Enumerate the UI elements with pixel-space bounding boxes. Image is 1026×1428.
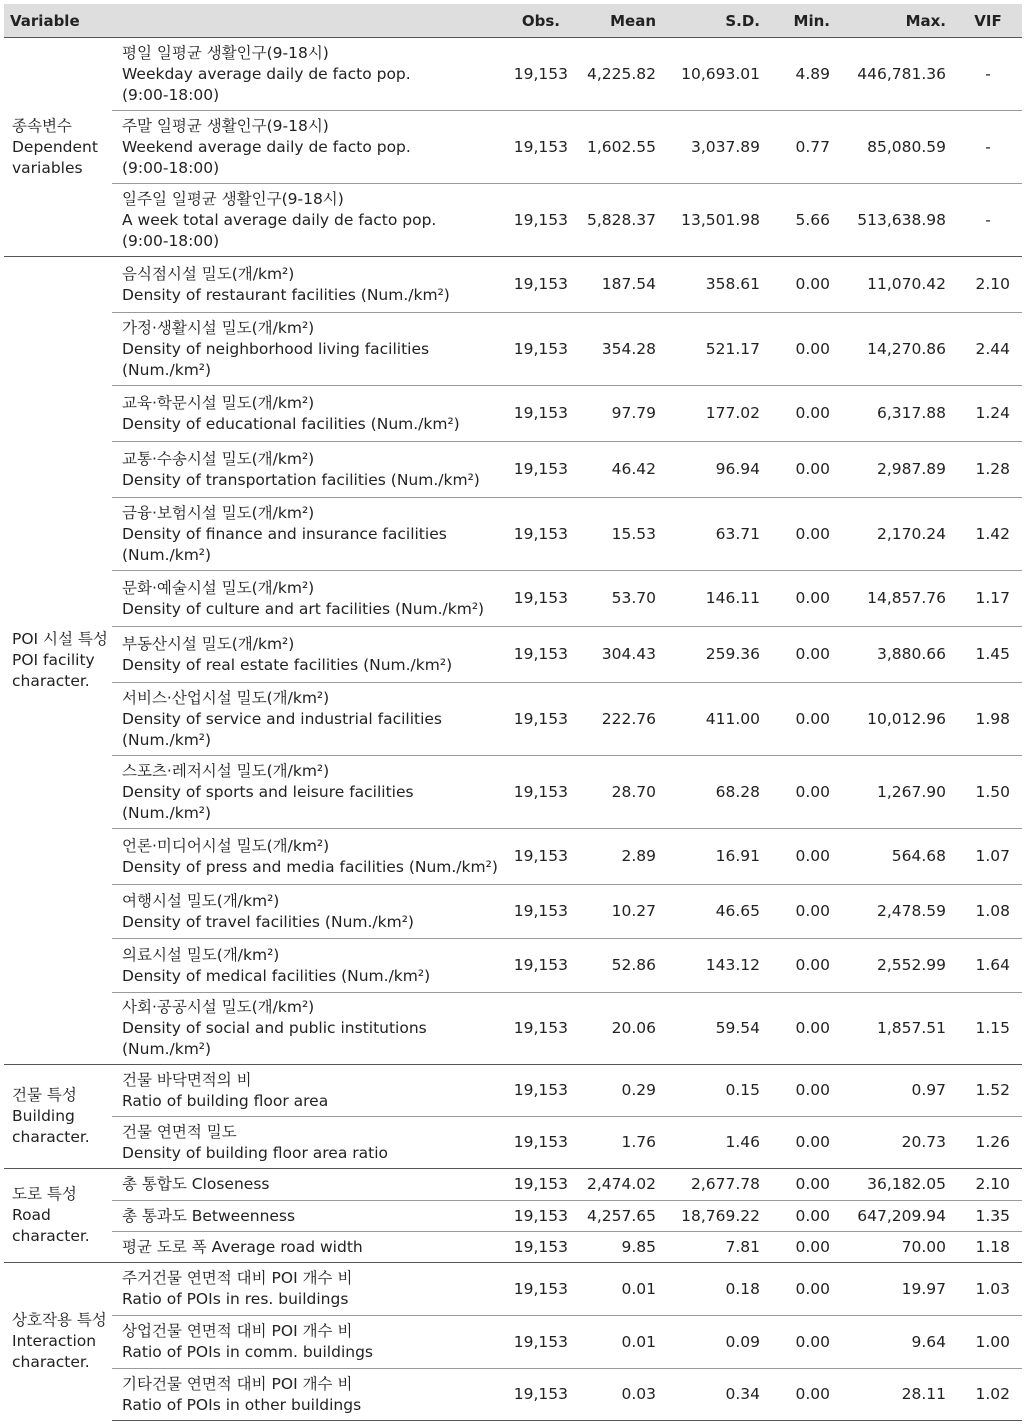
group-label-line: POI 시설 특성 bbox=[12, 630, 108, 648]
variable-name-line: Density of sports and leisure facilities bbox=[122, 782, 414, 801]
table-row bbox=[4, 111, 1022, 184]
mean-cell: 52.86 bbox=[572, 939, 664, 993]
vif-cell: - bbox=[954, 38, 1022, 111]
table-row bbox=[4, 829, 1022, 885]
mean-cell: 28.70 bbox=[572, 756, 664, 829]
table-row bbox=[4, 1117, 1022, 1169]
table-body bbox=[4, 38, 1022, 1421]
obs-cell: 19,153 bbox=[504, 627, 572, 683]
vif-cell: - bbox=[954, 184, 1022, 257]
variable-name-line: 평일 일평균 생활인구(9-18시) bbox=[122, 43, 329, 62]
vif-cell: 1.24 bbox=[954, 386, 1022, 442]
sd-cell: 10,693.01 bbox=[664, 38, 768, 111]
max-cell: 2,552.99 bbox=[838, 939, 954, 993]
mean-cell: 5,828.37 bbox=[572, 184, 664, 257]
min-cell: 0.00 bbox=[768, 993, 838, 1065]
variable-name bbox=[112, 993, 504, 1065]
max-cell: 513,638.98 bbox=[838, 184, 954, 257]
table-row bbox=[4, 498, 1022, 571]
group-label-line: 종속변수 bbox=[12, 116, 72, 135]
min-cell: 0.00 bbox=[768, 498, 838, 571]
vif-cell: 1.15 bbox=[954, 993, 1022, 1065]
group-label-line: Road bbox=[12, 1206, 51, 1224]
variable-name-line: Ratio of POIs in comm. buildings bbox=[122, 1343, 373, 1361]
vif-cell: 1.00 bbox=[954, 1316, 1022, 1369]
sd-cell: 16.91 bbox=[664, 829, 768, 885]
vif-cell: 1.42 bbox=[954, 498, 1022, 571]
obs-cell: 19,153 bbox=[504, 829, 572, 885]
max-cell: 1,267.90 bbox=[838, 756, 954, 829]
variable-name bbox=[112, 756, 504, 829]
mean-cell: 222.76 bbox=[572, 683, 664, 756]
obs-cell: 19,153 bbox=[504, 885, 572, 939]
variable-name-line: (9:00-18:00) bbox=[122, 85, 220, 104]
mean-cell: 1.76 bbox=[572, 1117, 664, 1169]
header-sd: S.D. bbox=[664, 4, 768, 38]
variable-name-line: (Num./km²) bbox=[122, 730, 212, 749]
mean-cell: 97.79 bbox=[572, 386, 664, 442]
table-row bbox=[4, 683, 1022, 756]
obs-cell: 19,153 bbox=[504, 313, 572, 386]
obs-cell: 19,153 bbox=[504, 1117, 572, 1169]
group-label-line: 도로 특성 bbox=[12, 1185, 77, 1203]
variable-name bbox=[112, 627, 504, 683]
variable-name bbox=[112, 442, 504, 498]
max-cell: 36,182.05 bbox=[838, 1169, 954, 1201]
variable-name-line: 주거건물 연면적 대비 POI 개수 비 bbox=[122, 1269, 353, 1287]
obs-cell: 19,153 bbox=[504, 683, 572, 756]
sd-cell: 63.71 bbox=[664, 498, 768, 571]
variable-name bbox=[112, 386, 504, 442]
max-cell: 9.64 bbox=[838, 1316, 954, 1369]
variable-name-line: Weekday average daily de facto pop. bbox=[122, 64, 411, 83]
sd-cell: 0.18 bbox=[664, 1263, 768, 1316]
mean-cell: 187.54 bbox=[572, 257, 664, 313]
variable-name-line: Weekend average daily de facto pop. bbox=[122, 137, 411, 156]
variable-name-line: 문화·예술시설 밀도(개/km²) bbox=[122, 578, 315, 597]
vif-cell: 1.02 bbox=[954, 1369, 1022, 1421]
table-row bbox=[4, 1201, 1022, 1232]
min-cell: 0.00 bbox=[768, 756, 838, 829]
mean-cell: 0.01 bbox=[572, 1263, 664, 1316]
variable-name-line: 총 통과도 Betweenness bbox=[122, 1206, 296, 1225]
max-cell: 14,270.86 bbox=[838, 313, 954, 386]
variable-name-line: A week total average daily de facto pop. bbox=[122, 210, 437, 229]
table-row bbox=[4, 939, 1022, 993]
variable-name-line: (9:00-18:00) bbox=[122, 158, 220, 177]
group-label-line: 상호작용 특성 bbox=[12, 1311, 107, 1330]
table-row bbox=[4, 1263, 1022, 1316]
header-min: Min. bbox=[768, 4, 838, 38]
variable-name bbox=[112, 683, 504, 756]
variable-name-line: Ratio of POIs in other buildings bbox=[122, 1395, 362, 1414]
group-label bbox=[4, 38, 112, 257]
max-cell: 2,987.89 bbox=[838, 442, 954, 498]
group-label-line: POI facility bbox=[12, 651, 95, 669]
variable-name bbox=[112, 829, 504, 885]
max-cell: 2,478.59 bbox=[838, 885, 954, 939]
mean-cell: 4,257.65 bbox=[572, 1201, 664, 1232]
vif-cell: 2.10 bbox=[954, 257, 1022, 313]
vif-cell: 1.52 bbox=[954, 1065, 1022, 1117]
variable-name-line: 서비스·산업시설 밀도(개/km²) bbox=[122, 688, 330, 707]
variable-name-line: Density of neighborhood living facilities bbox=[122, 339, 430, 358]
min-cell: 0.00 bbox=[768, 1065, 838, 1117]
vif-cell: 1.18 bbox=[954, 1232, 1022, 1263]
min-cell: 0.77 bbox=[768, 111, 838, 184]
variable-name-line: Density of real estate facilities (Num./km²) bbox=[122, 655, 453, 674]
max-cell: 14,857.76 bbox=[838, 571, 954, 627]
variable-name-line: 여행시설 밀도(개/km²) bbox=[122, 891, 280, 910]
sd-cell: 7.81 bbox=[664, 1232, 768, 1263]
mean-cell: 2.89 bbox=[572, 829, 664, 885]
vif-cell: 2.44 bbox=[954, 313, 1022, 386]
sd-cell: 411.00 bbox=[664, 683, 768, 756]
table-row bbox=[4, 627, 1022, 683]
min-cell: 4.89 bbox=[768, 38, 838, 111]
header-vif: VIF bbox=[954, 4, 1022, 38]
obs-cell: 19,153 bbox=[504, 1201, 572, 1232]
mean-cell: 304.43 bbox=[572, 627, 664, 683]
sd-cell: 259.36 bbox=[664, 627, 768, 683]
vif-cell: 1.17 bbox=[954, 571, 1022, 627]
sd-cell: 68.28 bbox=[664, 756, 768, 829]
variable-name-line: 사회·공공시설 밀도(개/km²) bbox=[122, 998, 315, 1016]
sd-cell: 2,677.78 bbox=[664, 1169, 768, 1201]
vif-cell: - bbox=[954, 111, 1022, 184]
max-cell: 11,070.42 bbox=[838, 257, 954, 313]
variable-name bbox=[112, 184, 504, 257]
table-row bbox=[4, 1065, 1022, 1117]
mean-cell: 15.53 bbox=[572, 498, 664, 571]
variable-name-line: Density of educational facilities (Num./km²) bbox=[122, 414, 460, 433]
obs-cell: 19,153 bbox=[504, 571, 572, 627]
obs-cell: 19,153 bbox=[504, 1169, 572, 1201]
mean-cell: 46.42 bbox=[572, 442, 664, 498]
table-row bbox=[4, 1316, 1022, 1369]
sd-cell: 0.15 bbox=[664, 1065, 768, 1117]
max-cell: 446,781.36 bbox=[838, 38, 954, 111]
vif-cell: 1.98 bbox=[954, 683, 1022, 756]
table-row bbox=[4, 1169, 1022, 1201]
sd-cell: 143.12 bbox=[664, 939, 768, 993]
table-row bbox=[4, 386, 1022, 442]
table-row bbox=[4, 885, 1022, 939]
max-cell: 28.11 bbox=[838, 1369, 954, 1421]
group-label bbox=[4, 1169, 112, 1263]
sd-cell: 96.94 bbox=[664, 442, 768, 498]
group-label-line: Dependent bbox=[12, 137, 98, 156]
variable-name bbox=[112, 939, 504, 993]
variable-name-line: Density of building floor area ratio bbox=[122, 1143, 388, 1162]
mean-cell: 10.27 bbox=[572, 885, 664, 939]
variable-name bbox=[112, 571, 504, 627]
mean-cell: 2,474.02 bbox=[572, 1169, 664, 1201]
min-cell: 0.00 bbox=[768, 829, 838, 885]
variable-name bbox=[112, 257, 504, 313]
sd-cell: 18,769.22 bbox=[664, 1201, 768, 1232]
obs-cell: 19,153 bbox=[504, 442, 572, 498]
descriptive-statistics-table bbox=[4, 4, 1022, 1421]
variable-name-line: Density of transportation facilities (Num./km²) bbox=[122, 470, 480, 489]
vif-cell: 1.26 bbox=[954, 1117, 1022, 1169]
min-cell: 0.00 bbox=[768, 571, 838, 627]
group-label-line: character. bbox=[12, 1353, 90, 1372]
group-label-line: Interaction bbox=[12, 1332, 97, 1351]
sd-cell: 46.65 bbox=[664, 885, 768, 939]
max-cell: 0.97 bbox=[838, 1065, 954, 1117]
variable-name-line: 언론·미디어시설 밀도(개/km²) bbox=[122, 836, 330, 855]
header-variable: Variable bbox=[4, 4, 504, 38]
mean-cell: 0.29 bbox=[572, 1065, 664, 1117]
obs-cell: 19,153 bbox=[504, 111, 572, 184]
table-row bbox=[4, 1232, 1022, 1263]
obs-cell: 19,153 bbox=[504, 1369, 572, 1421]
variable-name bbox=[112, 38, 504, 111]
obs-cell: 19,153 bbox=[504, 38, 572, 111]
min-cell: 0.00 bbox=[768, 442, 838, 498]
sd-cell: 358.61 bbox=[664, 257, 768, 313]
mean-cell: 9.85 bbox=[572, 1232, 664, 1263]
header-row bbox=[4, 4, 1022, 38]
variable-name bbox=[112, 1065, 504, 1117]
vif-cell: 1.45 bbox=[954, 627, 1022, 683]
variable-name-line: 가정·생활시설 밀도(개/km²) bbox=[122, 318, 315, 337]
table-row bbox=[4, 313, 1022, 386]
variable-name-line: Ratio of building floor area bbox=[122, 1091, 329, 1110]
group-label-line: character. bbox=[12, 672, 90, 690]
sd-cell: 3,037.89 bbox=[664, 111, 768, 184]
group-label-line: 건물 특성 bbox=[12, 1086, 77, 1104]
variable-name-line: 음식점시설 밀도(개/km²) bbox=[122, 264, 295, 283]
vif-cell: 1.07 bbox=[954, 829, 1022, 885]
sd-cell: 1.46 bbox=[664, 1117, 768, 1169]
variable-name-line: 총 통합도 Closeness bbox=[122, 1175, 270, 1193]
sd-cell: 177.02 bbox=[664, 386, 768, 442]
variable-name-line: 의료시설 밀도(개/km²) bbox=[122, 945, 280, 964]
group-label-line: character. bbox=[12, 1227, 90, 1245]
mean-cell: 0.03 bbox=[572, 1369, 664, 1421]
group-label-line: character. bbox=[12, 1128, 90, 1146]
vif-cell: 1.08 bbox=[954, 885, 1022, 939]
sd-cell: 0.09 bbox=[664, 1316, 768, 1369]
min-cell: 0.00 bbox=[768, 1316, 838, 1369]
table-row bbox=[4, 442, 1022, 498]
group-label bbox=[4, 1263, 112, 1421]
mean-cell: 4,225.82 bbox=[572, 38, 664, 111]
min-cell: 0.00 bbox=[768, 386, 838, 442]
obs-cell: 19,153 bbox=[504, 756, 572, 829]
table-row bbox=[4, 257, 1022, 313]
group-label bbox=[4, 1065, 112, 1169]
variable-name-line: 교육·학문시설 밀도(개/km²) bbox=[122, 393, 315, 412]
max-cell: 20.73 bbox=[838, 1117, 954, 1169]
variable-name-line: Density of culture and art facilities (Num./km²) bbox=[122, 599, 485, 618]
variable-name bbox=[112, 1369, 504, 1421]
variable-name-line: (Num./km²) bbox=[122, 545, 212, 564]
vif-cell: 1.03 bbox=[954, 1263, 1022, 1316]
variable-name-line: (Num./km²) bbox=[122, 1040, 212, 1058]
table-row bbox=[4, 756, 1022, 829]
variable-name-line: 부동산시설 밀도(개/km²) bbox=[122, 634, 295, 653]
variable-name bbox=[112, 1316, 504, 1369]
obs-cell: 19,153 bbox=[504, 1316, 572, 1369]
sd-cell: 0.34 bbox=[664, 1369, 768, 1421]
variable-name bbox=[112, 885, 504, 939]
min-cell: 0.00 bbox=[768, 257, 838, 313]
table-header bbox=[4, 4, 1022, 38]
max-cell: 1,857.51 bbox=[838, 993, 954, 1065]
variable-name-line: (Num./km²) bbox=[122, 803, 212, 822]
table-row bbox=[4, 993, 1022, 1065]
sd-cell: 59.54 bbox=[664, 993, 768, 1065]
max-cell: 564.68 bbox=[838, 829, 954, 885]
max-cell: 10,012.96 bbox=[838, 683, 954, 756]
obs-cell: 19,153 bbox=[504, 1065, 572, 1117]
variable-name bbox=[112, 313, 504, 386]
vif-cell: 2.10 bbox=[954, 1169, 1022, 1201]
variable-name-line: 상업건물 연면적 대비 POI 개수 비 bbox=[122, 1322, 353, 1340]
variable-name-line: 평균 도로 폭 Average road width bbox=[122, 1237, 363, 1256]
variable-name-line: Density of service and industrial facilities bbox=[122, 709, 443, 728]
min-cell: 0.00 bbox=[768, 683, 838, 756]
variable-name-line: 건물 바닥면적의 비 bbox=[122, 1070, 252, 1089]
variable-name-line: Ratio of POIs in res. buildings bbox=[122, 1290, 349, 1308]
mean-cell: 53.70 bbox=[572, 571, 664, 627]
mean-cell: 20.06 bbox=[572, 993, 664, 1065]
variable-name bbox=[112, 1169, 504, 1201]
variable-name-line: (9:00-18:00) bbox=[122, 231, 220, 250]
table-row bbox=[4, 184, 1022, 257]
min-cell: 0.00 bbox=[768, 1369, 838, 1421]
min-cell: 0.00 bbox=[768, 1117, 838, 1169]
variable-name-line: Density of travel facilities (Num./km²) bbox=[122, 912, 414, 931]
max-cell: 70.00 bbox=[838, 1232, 954, 1263]
table-row bbox=[4, 38, 1022, 111]
variable-name-line: Density of press and media facilities (Num./km²) bbox=[122, 857, 498, 876]
max-cell: 6,317.88 bbox=[838, 386, 954, 442]
header-mean: Mean bbox=[572, 4, 664, 38]
variable-name bbox=[112, 498, 504, 571]
max-cell: 3,880.66 bbox=[838, 627, 954, 683]
max-cell: 85,080.59 bbox=[838, 111, 954, 184]
vif-cell: 1.50 bbox=[954, 756, 1022, 829]
group-label-line: variables bbox=[12, 158, 83, 177]
obs-cell: 19,153 bbox=[504, 939, 572, 993]
variable-name-line: 스포츠·레저시설 밀도(개/km²) bbox=[122, 761, 330, 780]
variable-name-line: Density of social and public institutions bbox=[122, 1019, 427, 1037]
variable-name-line: 교통·수송시설 밀도(개/km²) bbox=[122, 449, 315, 468]
variable-name bbox=[112, 1117, 504, 1169]
obs-cell: 19,153 bbox=[504, 257, 572, 313]
variable-name-line: Density of finance and insurance facilities bbox=[122, 524, 447, 543]
obs-cell: 19,153 bbox=[504, 498, 572, 571]
obs-cell: 19,153 bbox=[504, 386, 572, 442]
variable-name bbox=[112, 1232, 504, 1263]
obs-cell: 19,153 bbox=[504, 1232, 572, 1263]
variable-name-line: 주말 일평균 생활인구(9-18시) bbox=[122, 116, 329, 135]
vif-cell: 1.28 bbox=[954, 442, 1022, 498]
variable-name-line: 일주일 일평균 생활인구(9-18시) bbox=[122, 189, 344, 208]
min-cell: 0.00 bbox=[768, 1263, 838, 1316]
variable-name-line: 건물 연면적 밀도 bbox=[122, 1122, 237, 1141]
variable-name-line: Density of restaurant facilities (Num./km²) bbox=[122, 285, 450, 304]
min-cell: 5.66 bbox=[768, 184, 838, 257]
variable-name-line: 금융·보험시설 밀도(개/km²) bbox=[122, 503, 315, 522]
obs-cell: 19,153 bbox=[504, 184, 572, 257]
table-row bbox=[4, 571, 1022, 627]
variable-name bbox=[112, 111, 504, 184]
group-label bbox=[4, 257, 112, 1065]
vif-cell: 1.64 bbox=[954, 939, 1022, 993]
mean-cell: 0.01 bbox=[572, 1316, 664, 1369]
max-cell: 2,170.24 bbox=[838, 498, 954, 571]
variable-name-line: (Num./km²) bbox=[122, 360, 212, 379]
min-cell: 0.00 bbox=[768, 939, 838, 993]
min-cell: 0.00 bbox=[768, 885, 838, 939]
mean-cell: 354.28 bbox=[572, 313, 664, 386]
sd-cell: 146.11 bbox=[664, 571, 768, 627]
min-cell: 0.00 bbox=[768, 1201, 838, 1232]
min-cell: 0.00 bbox=[768, 627, 838, 683]
variable-name-line: 기타건물 연면적 대비 POI 개수 비 bbox=[122, 1374, 353, 1393]
min-cell: 0.00 bbox=[768, 1169, 838, 1201]
mean-cell: 1,602.55 bbox=[572, 111, 664, 184]
obs-cell: 19,153 bbox=[504, 1263, 572, 1316]
min-cell: 0.00 bbox=[768, 1232, 838, 1263]
max-cell: 647,209.94 bbox=[838, 1201, 954, 1232]
variable-name-line: Density of medical facilities (Num./km²) bbox=[122, 966, 431, 985]
header-max: Max. bbox=[838, 4, 954, 38]
group-label-line: Building bbox=[12, 1107, 75, 1125]
variable-name bbox=[112, 1201, 504, 1232]
obs-cell: 19,153 bbox=[504, 993, 572, 1065]
vif-cell: 1.35 bbox=[954, 1201, 1022, 1232]
variable-name bbox=[112, 1263, 504, 1316]
sd-cell: 13,501.98 bbox=[664, 184, 768, 257]
table-row bbox=[4, 1369, 1022, 1421]
header-obs: Obs. bbox=[504, 4, 572, 38]
sd-cell: 521.17 bbox=[664, 313, 768, 386]
min-cell: 0.00 bbox=[768, 313, 838, 386]
max-cell: 19.97 bbox=[838, 1263, 954, 1316]
